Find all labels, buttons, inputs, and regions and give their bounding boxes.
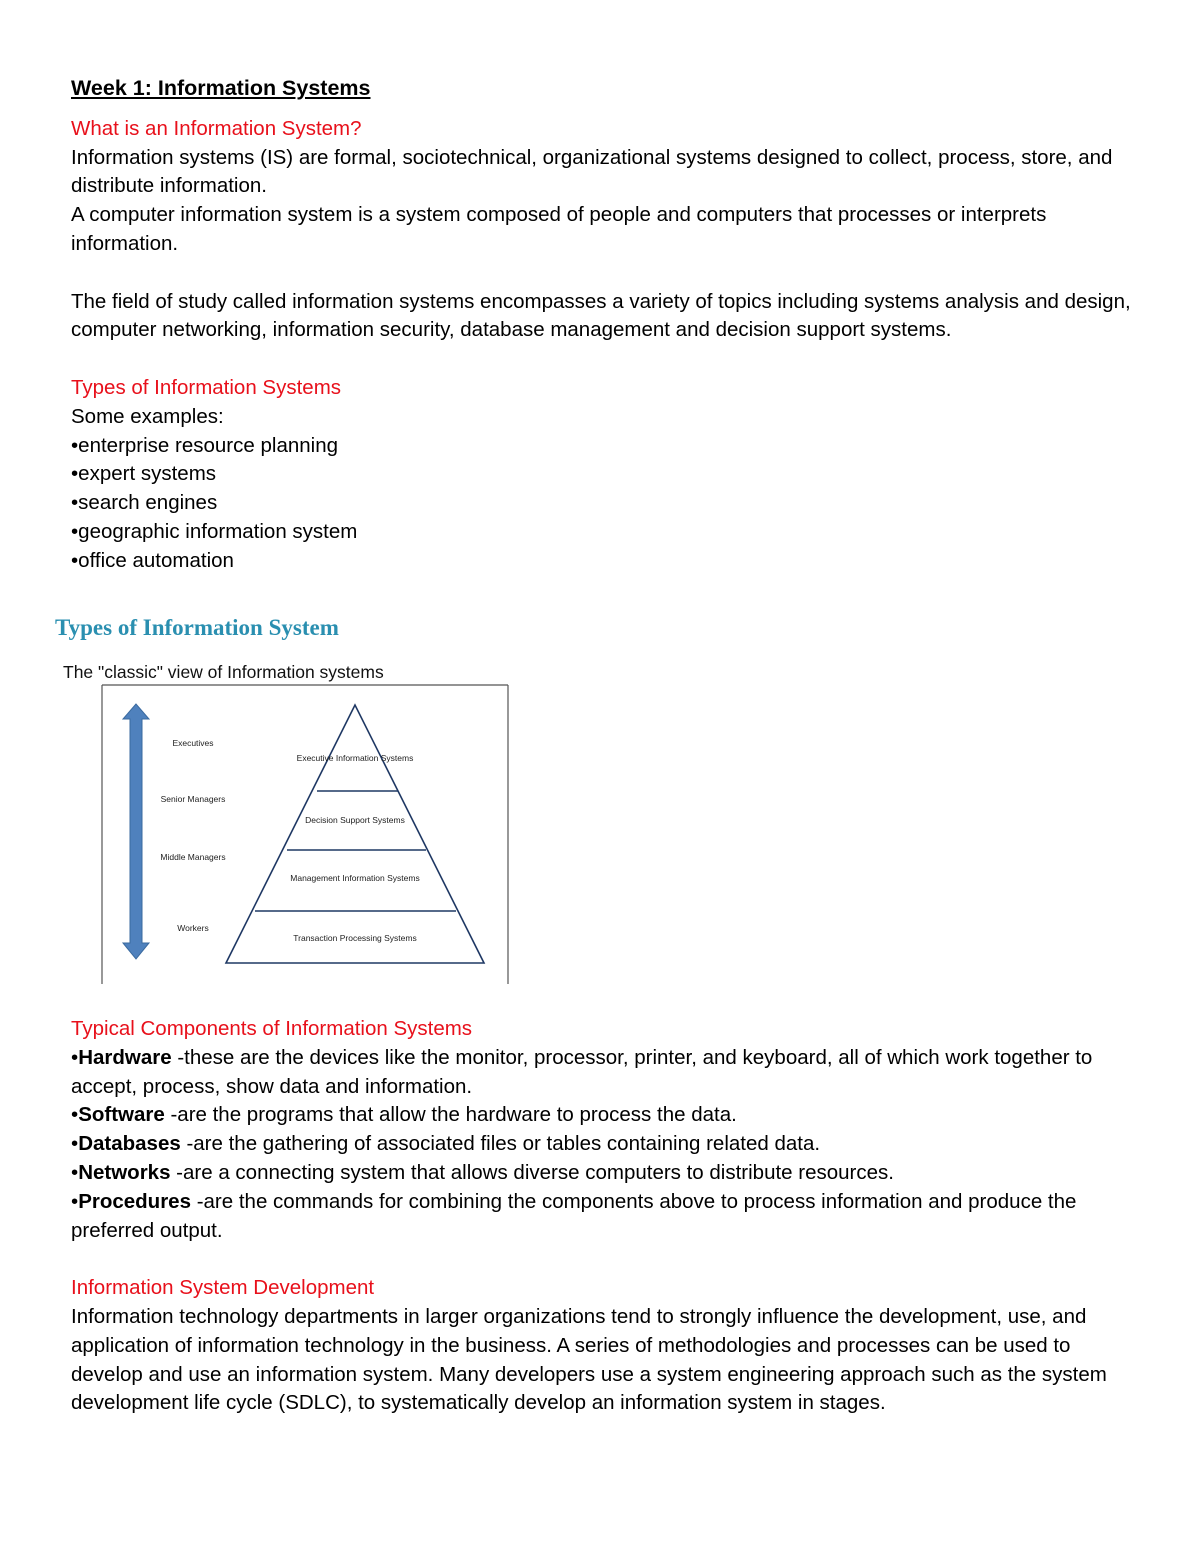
- level-label-dss: Decision Support Systems: [305, 815, 405, 825]
- list-item: •Networks -are a connecting system that allows diverse computers to distribute resources.: [71, 1160, 894, 1184]
- figure-types-of-information-system: [55, 615, 575, 995]
- list-item: •geographic information system: [71, 519, 358, 543]
- paragraph-field-of-study: The field of study called information systems encompasses a variety of topics including systems analysis and design, computer networking, information security, database management and decision support systems.: [71, 289, 1131, 342]
- level-label-tps: Transaction Processing Systems: [293, 933, 417, 943]
- list-item: •office automation: [71, 548, 234, 572]
- pyramid: [226, 705, 484, 963]
- section-heading-development: Information System Development: [71, 1276, 375, 1300]
- types-intro: Some examples:: [71, 404, 224, 428]
- list-item: •Procedures -are the commands for combining the components above to process information and produce the preferred output.: [71, 1189, 1077, 1242]
- level-label-mis: Management Information Systems: [290, 873, 420, 883]
- document-body-lower: [71, 1015, 1146, 1418]
- section-heading-what-is-is: What is an Information System?: [71, 116, 362, 140]
- list-item: •expert systems: [71, 462, 217, 486]
- figure-subtitle: The "classic" view of Information systems: [63, 662, 384, 682]
- paragraph-cis-definition: A computer information system is a system composed of people and computers that processes or interprets information.: [71, 203, 1047, 255]
- pyramid-diagram: [101, 684, 513, 986]
- pyramid-level-labels: [290, 753, 419, 943]
- section-heading-types: Types of Information Systems: [71, 375, 342, 399]
- level-label-eis: Executive Information Systems: [296, 753, 414, 763]
- double-arrow-icon: [123, 704, 149, 959]
- role-label-senior-managers: Senior Managers: [160, 794, 226, 804]
- document-body-upper: [71, 74, 1146, 576]
- role-labels: [160, 738, 225, 933]
- figure-title: Types of Information System: [55, 615, 339, 640]
- role-label-middle-managers: Middle Managers: [160, 852, 226, 862]
- list-item: •search engines: [71, 491, 218, 515]
- paragraph-is-definition: Information systems (IS) are formal, sociotechnical, organizational systems designed to collect, process, store, and distribute information.: [71, 145, 1113, 198]
- role-label-executives: Executives: [172, 738, 214, 748]
- list-item: •Databases -are the gathering of associated files or tables containing related data.: [71, 1132, 821, 1156]
- list-item: •Hardware -these are the devices like the monitor, processor, printer, and keyboard, all of which work together to accept, process, show data and information.: [71, 1045, 1093, 1098]
- list-item: •Software -are the programs that allow the hardware to process the data.: [71, 1103, 737, 1127]
- role-label-workers: Workers: [177, 923, 209, 933]
- page-title: Week 1: Information Systems: [71, 76, 371, 100]
- paragraph-development: Information technology departments in larger organizations tend to strongly influence the development, use, and application of information technology in the business. A series of methodologies and processes can be used to develop and use an information system. Many developers use a system engineering approach such as the system development life cycle (SDLC), to systematically develop an information system in stages.: [71, 1304, 1107, 1415]
- section-heading-components: Typical Components of Information Systems: [71, 1017, 473, 1040]
- list-item: •enterprise resource planning: [71, 433, 339, 457]
